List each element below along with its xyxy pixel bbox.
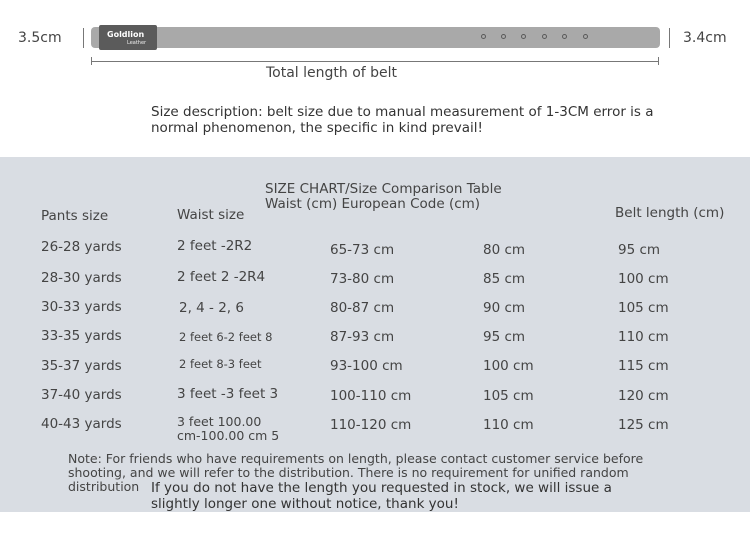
belt-hole — [583, 34, 588, 39]
belt-strap — [91, 27, 660, 48]
table-cell-belt: 95 cm — [618, 242, 661, 258]
table-cell-waist-line2: cm-100.00 cm 5 — [177, 428, 280, 443]
table-cell-waist-line1: 3 feet 100.00 — [177, 414, 262, 429]
chart-subtitle: Waist (cm) European Code (cm) — [265, 196, 481, 212]
belt-hole — [481, 34, 486, 39]
table-cell-euro: 90 cm — [483, 300, 526, 316]
length-dimension-end — [658, 57, 659, 65]
table-cell-pants: 40-43 yards — [41, 416, 122, 432]
table-cell-belt: 100 cm — [618, 271, 669, 287]
length-note: Note: For friends who have requirements on length, please contact customer service before shooting, and we will refer to the distribution. There is no requirement for unified random distribution — [68, 451, 644, 494]
chart-title: SIZE CHART/Size Comparison Table — [265, 181, 502, 197]
left-height-label: 3.5cm — [18, 30, 62, 46]
table-cell-pants: 35-37 yards — [41, 358, 122, 374]
table-cell-euro: 85 cm — [483, 271, 526, 287]
right-height-marker — [669, 28, 670, 48]
table-cell-cm: 110-120 cm — [330, 417, 412, 433]
belt-hole — [501, 34, 506, 39]
brand-logo-subtext: Leather — [127, 40, 147, 46]
table-cell-waist: 2 feet -2R2 — [177, 238, 253, 254]
belt-hole — [521, 34, 526, 39]
belt-buckle — [99, 25, 157, 50]
belt-hole — [542, 34, 547, 39]
table-cell-cm: 80-87 cm — [330, 300, 395, 316]
brand-logo-text: Goldlion — [107, 30, 145, 39]
table-cell-cm: 93-100 cm — [330, 358, 403, 374]
table-cell-pants: 37-40 yards — [41, 387, 122, 403]
table-cell-pants: 30-33 yards — [41, 299, 122, 315]
header-belt-length: Belt length (cm) — [615, 205, 725, 221]
table-cell-euro: 100 cm — [483, 358, 534, 374]
size-description: Size description: belt size due to manual measurement of 1-3CM error is a normal phenomenon, the specific in kind prevail! — [151, 104, 654, 136]
belt-hole — [562, 34, 567, 39]
table-cell-waist: 2, 4 - 2, 6 — [179, 300, 244, 316]
header-waist-size: Waist size — [177, 207, 245, 223]
header-pants-size: Pants size — [41, 208, 109, 224]
table-cell-belt: 105 cm — [618, 300, 669, 316]
table-cell-cm: 100-110 cm — [330, 388, 412, 404]
table-cell-belt: 110 cm — [618, 329, 669, 345]
table-cell-euro: 105 cm — [483, 388, 534, 404]
table-cell-pants: 33-35 yards — [41, 328, 122, 344]
table-cell-belt: 115 cm — [618, 358, 669, 374]
length-dimension-line — [91, 61, 659, 62]
left-height-marker — [83, 28, 84, 48]
table-cell-euro: 110 cm — [483, 417, 534, 433]
table-cell-euro: 80 cm — [483, 242, 526, 258]
table-cell-pants: 26-28 yards — [41, 239, 122, 255]
table-cell-euro: 95 cm — [483, 329, 526, 345]
table-cell-waist: 2 feet 6-2 feet 8 — [179, 330, 273, 344]
total-length-label: Total length of belt — [266, 65, 398, 81]
table-cell-belt: 125 cm — [618, 417, 669, 433]
table-cell-cm: 73-80 cm — [330, 271, 395, 287]
table-cell-cm: 87-93 cm — [330, 329, 395, 345]
table-cell-cm: 65-73 cm — [330, 242, 395, 258]
table-cell-waist: 2 feet 2 -2R4 — [177, 269, 266, 285]
table-cell-belt: 120 cm — [618, 388, 669, 404]
table-cell-waist: 3 feet -3 feet 3 — [177, 386, 279, 402]
table-cell-waist: 2 feet 8-3 feet — [179, 357, 262, 371]
stock-footer-note: If you do not have the length you requested in stock, we will issue a slightly longer one without notice, thank you! — [151, 480, 612, 512]
right-height-label: 3.4cm — [683, 30, 727, 46]
table-cell-pants: 28-30 yards — [41, 270, 122, 286]
